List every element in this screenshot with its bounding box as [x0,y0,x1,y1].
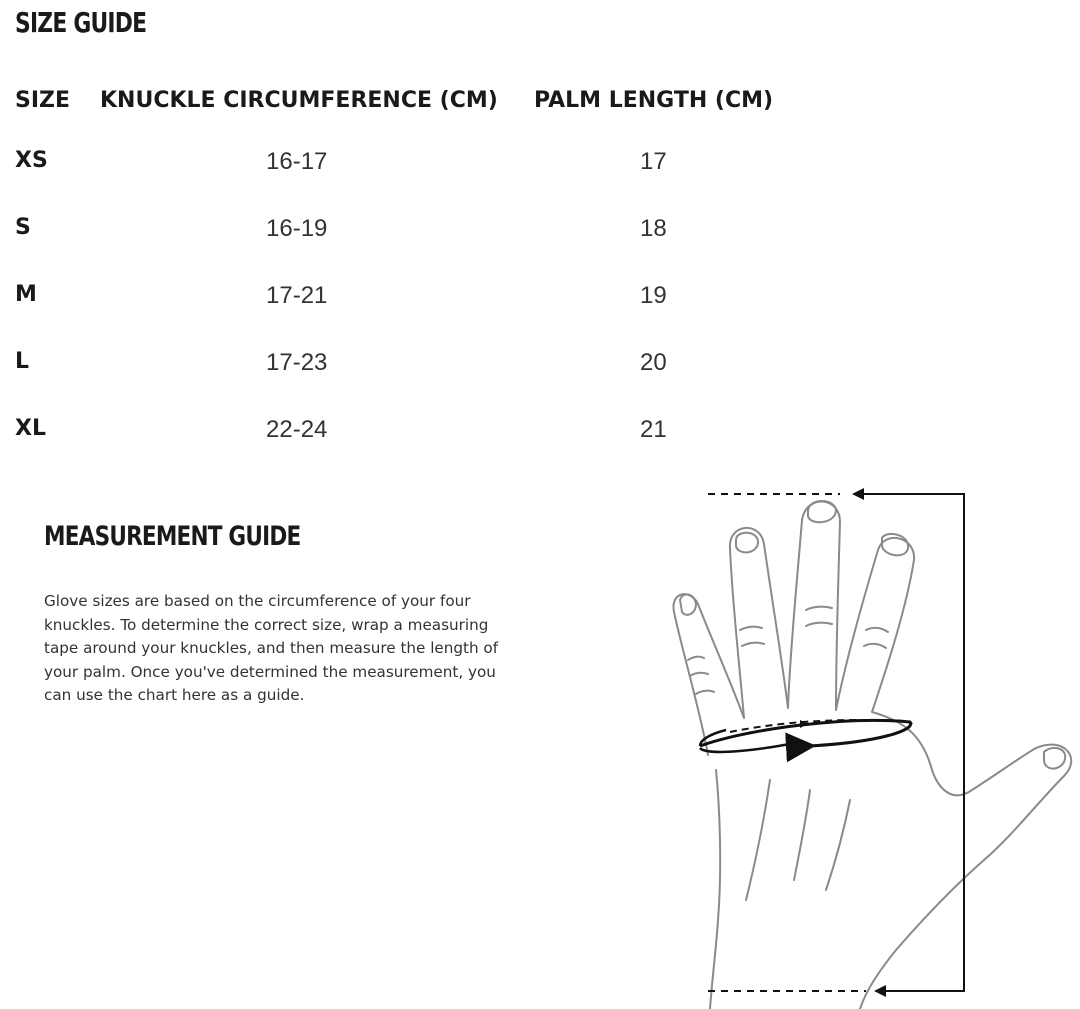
palm-cell: 19 [640,282,667,309]
palm-cell: 17 [640,148,667,175]
table-row [0,416,900,446]
knuckle-cell: 16-19 [266,215,328,242]
header-palm-length: PALM LENGTH (CM) [534,88,774,113]
hand-measurement-illustration [660,480,1080,1009]
header-knuckle-circumference: KNUCKLE CIRCUMFERENCE (CM) [100,88,498,113]
measurement-guide-title: MEASUREMENT GUIDE [44,521,301,552]
header-size: SIZE [15,88,71,113]
size-cell: XL [15,416,46,441]
palm-cell: 21 [640,416,667,443]
size-guide-title: SIZE GUIDE [15,6,147,39]
size-cell: L [15,349,30,374]
table-row [0,148,900,178]
guide-line: tape around your knuckles, and then measure the length of [44,639,499,657]
guide-line: your palm. Once you've determined the measurement, you [44,662,496,681]
guide-line: Glove sizes are based on the circumference of your four [44,592,471,610]
knuckle-cell: 22-24 [266,416,328,443]
table-row [0,349,900,379]
guide-line: knuckles. To determine the correct size, wrap a measuring [44,615,489,634]
palm-cell: 18 [640,215,667,242]
guide-line: can use the chart here as a guide. [44,686,305,704]
knuckle-cell: 17-23 [266,349,328,376]
palm-cell: 20 [640,349,667,376]
size-cell: S [15,215,31,240]
measurement-guide-text [44,590,544,708]
knuckle-cell: 17-21 [266,282,328,309]
table-row [0,282,900,312]
knuckle-cell: 16-17 [266,148,328,175]
size-cell: M [15,282,37,307]
table-row [0,215,900,245]
size-cell: XS [15,148,48,173]
